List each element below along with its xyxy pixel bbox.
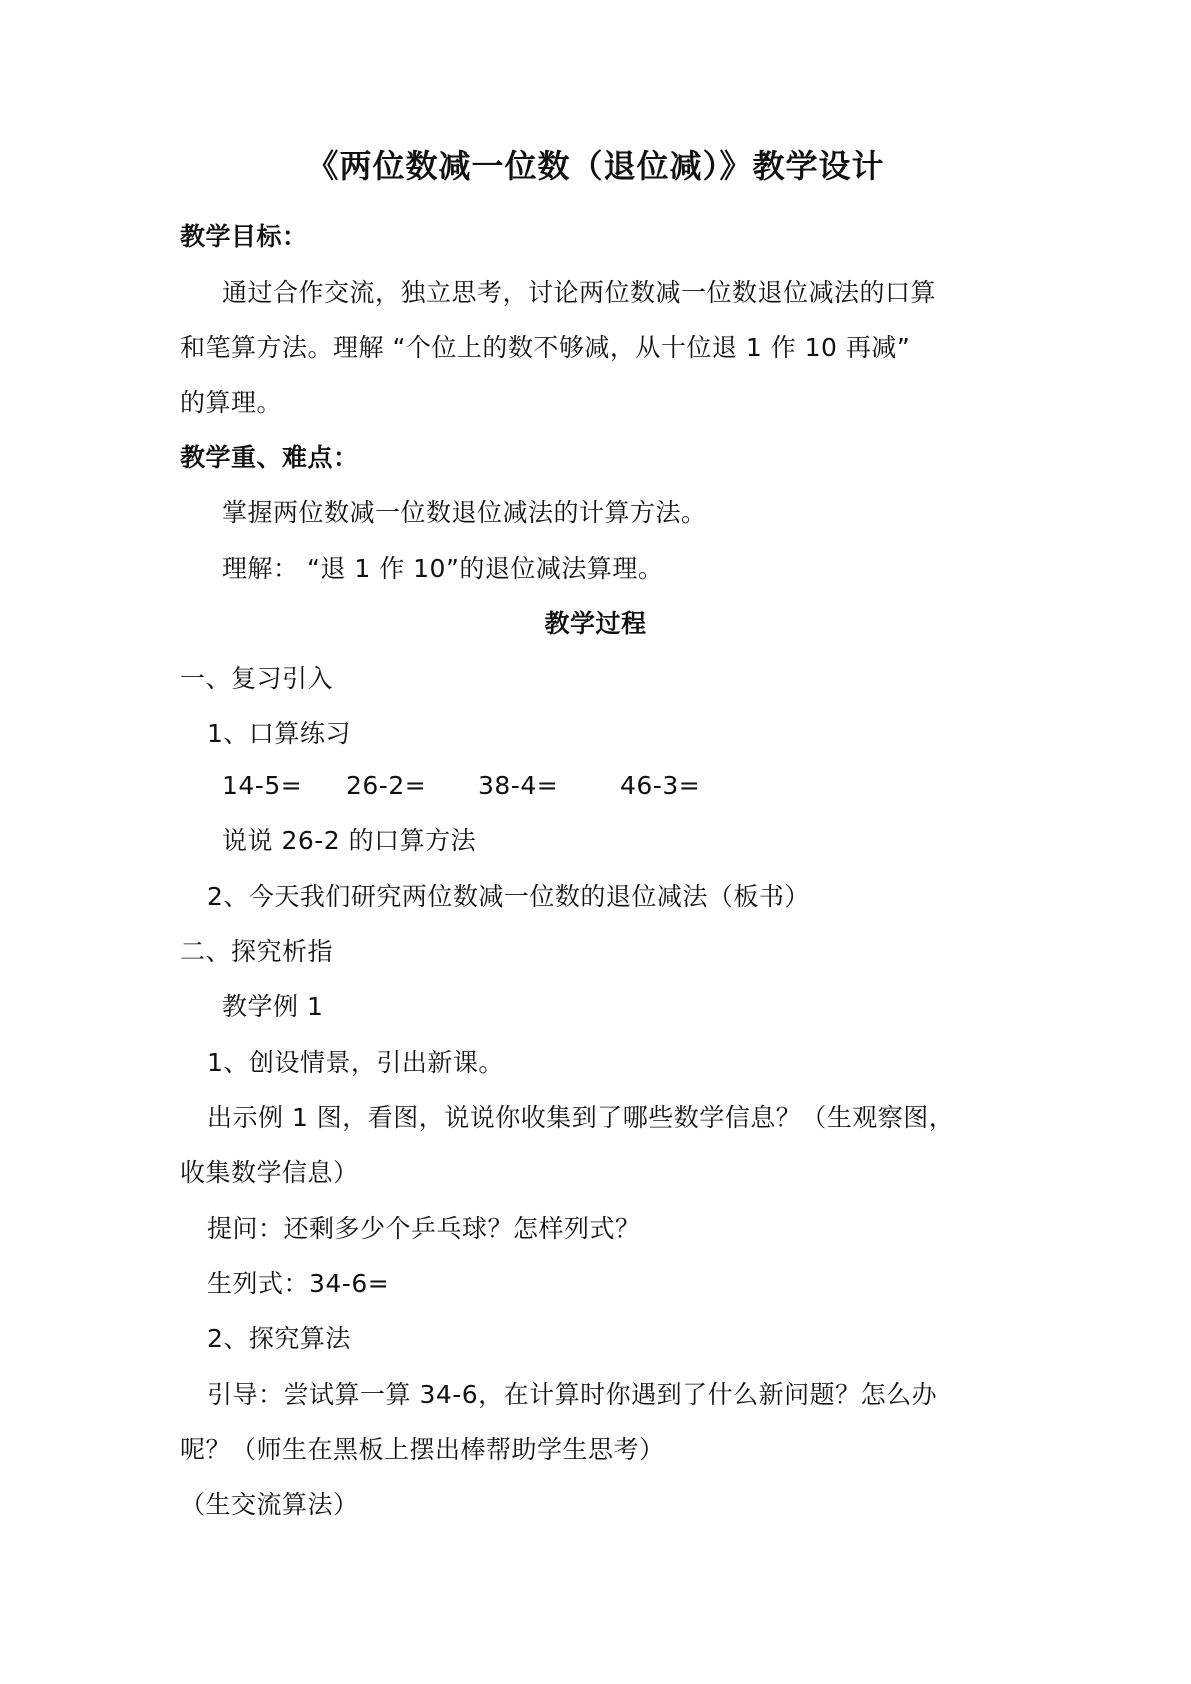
- objectives-line-3: 的算理。: [180, 388, 283, 417]
- objectives-heading: 教学目标：: [180, 222, 308, 251]
- key-points-line-1: 掌握两位数减一位数退位减法的计算方法。: [222, 498, 707, 527]
- key-points-line-2: 理解： “退 1 作 10”的退位减法算理。: [222, 554, 664, 583]
- section1-item2: 2、今天我们研究两位数减一位数的退位减法（板书）: [207, 882, 810, 911]
- exchange-line: （生交流算法）: [180, 1490, 359, 1519]
- objectives-line-1: 通过合作交流，独立思考，讨论两位数减一位数退位减法的口算: [222, 278, 937, 307]
- section1-item1: 1、口算练习: [207, 719, 351, 748]
- key-points-heading: 教学重、难点：: [180, 443, 359, 472]
- objectives-line-2: 和笔算方法。理解 “个位上的数不够减，从十位退 1 作 10 再减”: [180, 333, 911, 362]
- section1-note: 说说 26-2 的口算方法: [222, 826, 477, 855]
- example-label: 教学例 1: [222, 992, 324, 1021]
- section2-item1: 1、创设情景，引出新课。: [207, 1048, 504, 1077]
- show-line-1: 出示例 1 图，看图，说说你收集到了哪些数学信息？（生观察图，: [207, 1103, 955, 1132]
- section1-heading: 一、复习引入: [180, 664, 334, 693]
- equation-row: [222, 769, 700, 803]
- guide-line-2: 呢？（师生在黑板上摆出棒帮助学生思考）: [180, 1435, 665, 1464]
- equation-2: 26-2=: [346, 771, 427, 800]
- formula-line: 生列式：34-6=: [207, 1269, 390, 1298]
- page-title: 《两位数减一位数（退位减）》教学设计: [306, 147, 885, 185]
- process-heading: 教学过程: [544, 609, 647, 638]
- equation-4: 46-3=: [620, 771, 701, 800]
- equation-3: 38-4=: [478, 771, 559, 800]
- section2-heading: 二、探究析指: [180, 937, 334, 966]
- question-line: 提问：还剩多少个乒乓球？怎样列式？: [207, 1214, 641, 1243]
- guide-line-1: 引导：尝试算一算 34-6，在计算时你遇到了什么新问题？怎么办: [207, 1380, 938, 1409]
- equation-1: 14-5=: [222, 771, 303, 800]
- section2-item2: 2、探究算法: [207, 1324, 351, 1353]
- show-line-2: 收集数学信息）: [180, 1158, 359, 1187]
